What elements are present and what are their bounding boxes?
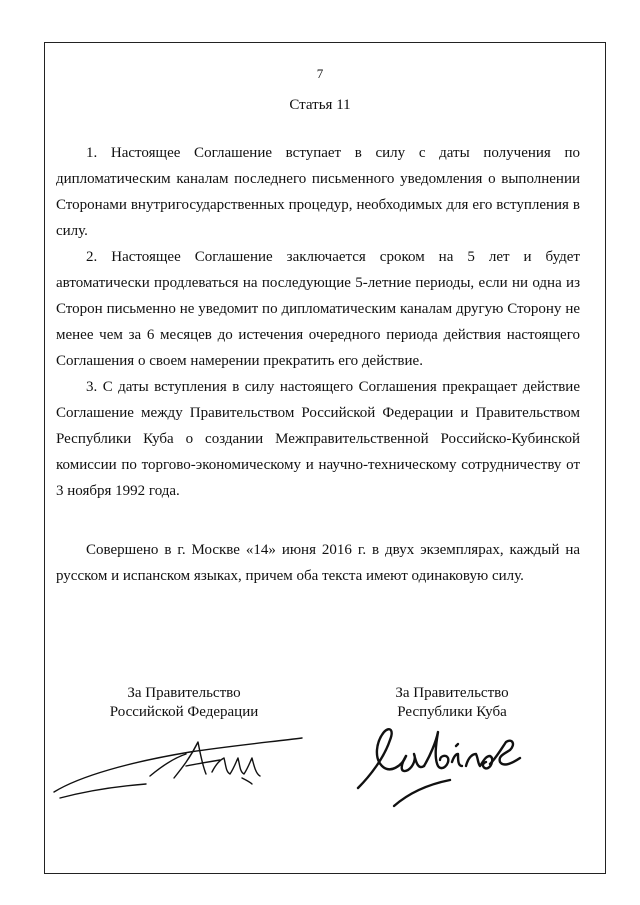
closing-paragraph: Совершено в г. Москве «14» июня 2016 г. в двух экземплярах, каждый на русском и испанском языках, причем оба текста имеют одинаковую силу. — [56, 542, 580, 584]
signatory-russia-line1: За Правительство — [127, 685, 241, 701]
paragraph-3: 3. С даты вступления в силу настоящего Соглашения прекращает действие Соглашение между Правительством Российской Федерации и Правительством Республики Куба о создании Межправительственной Российско-Кубинской комиссии по торгово-экономическому и научно-техническому сотрудничеству от 3 ноября 1992 года. — [56, 379, 580, 499]
article-title: Статья 11 — [289, 97, 351, 113]
signatory-cuba-line2: Республики Куба — [397, 704, 507, 720]
closing-section — [56, 537, 580, 589]
page-number: 7 — [316, 66, 324, 81]
paragraph-2: 2. Настоящее Соглашение заключается сроком на 5 лет и будет автоматически продлеваться на последующие 5-летние периоды, если ни одна из Сторон письменно не уведомит по дипломатическим каналам другую Сторону не менее чем за 6 месяцев до истечения очередного периода действия настоящего Соглашения о своем намерении прекратить его действие. — [56, 249, 580, 369]
signatory-russia — [64, 684, 304, 722]
paragraph-1: 1. Настоящее Соглашение вступает в силу с даты получения по дипломатическим каналам последнего письменного уведомления о выполнении Сторонами внутригосударственных процедур, необходимых для его вступления в силу. — [56, 145, 580, 239]
signatory-cuba-line1: За Правительство — [395, 685, 509, 701]
signatory-russia-line2: Российской Федерации — [109, 704, 259, 720]
signature-cuba — [350, 718, 530, 808]
article-body — [56, 140, 580, 504]
signature-russia — [50, 728, 310, 808]
signatory-cuba — [332, 684, 572, 722]
